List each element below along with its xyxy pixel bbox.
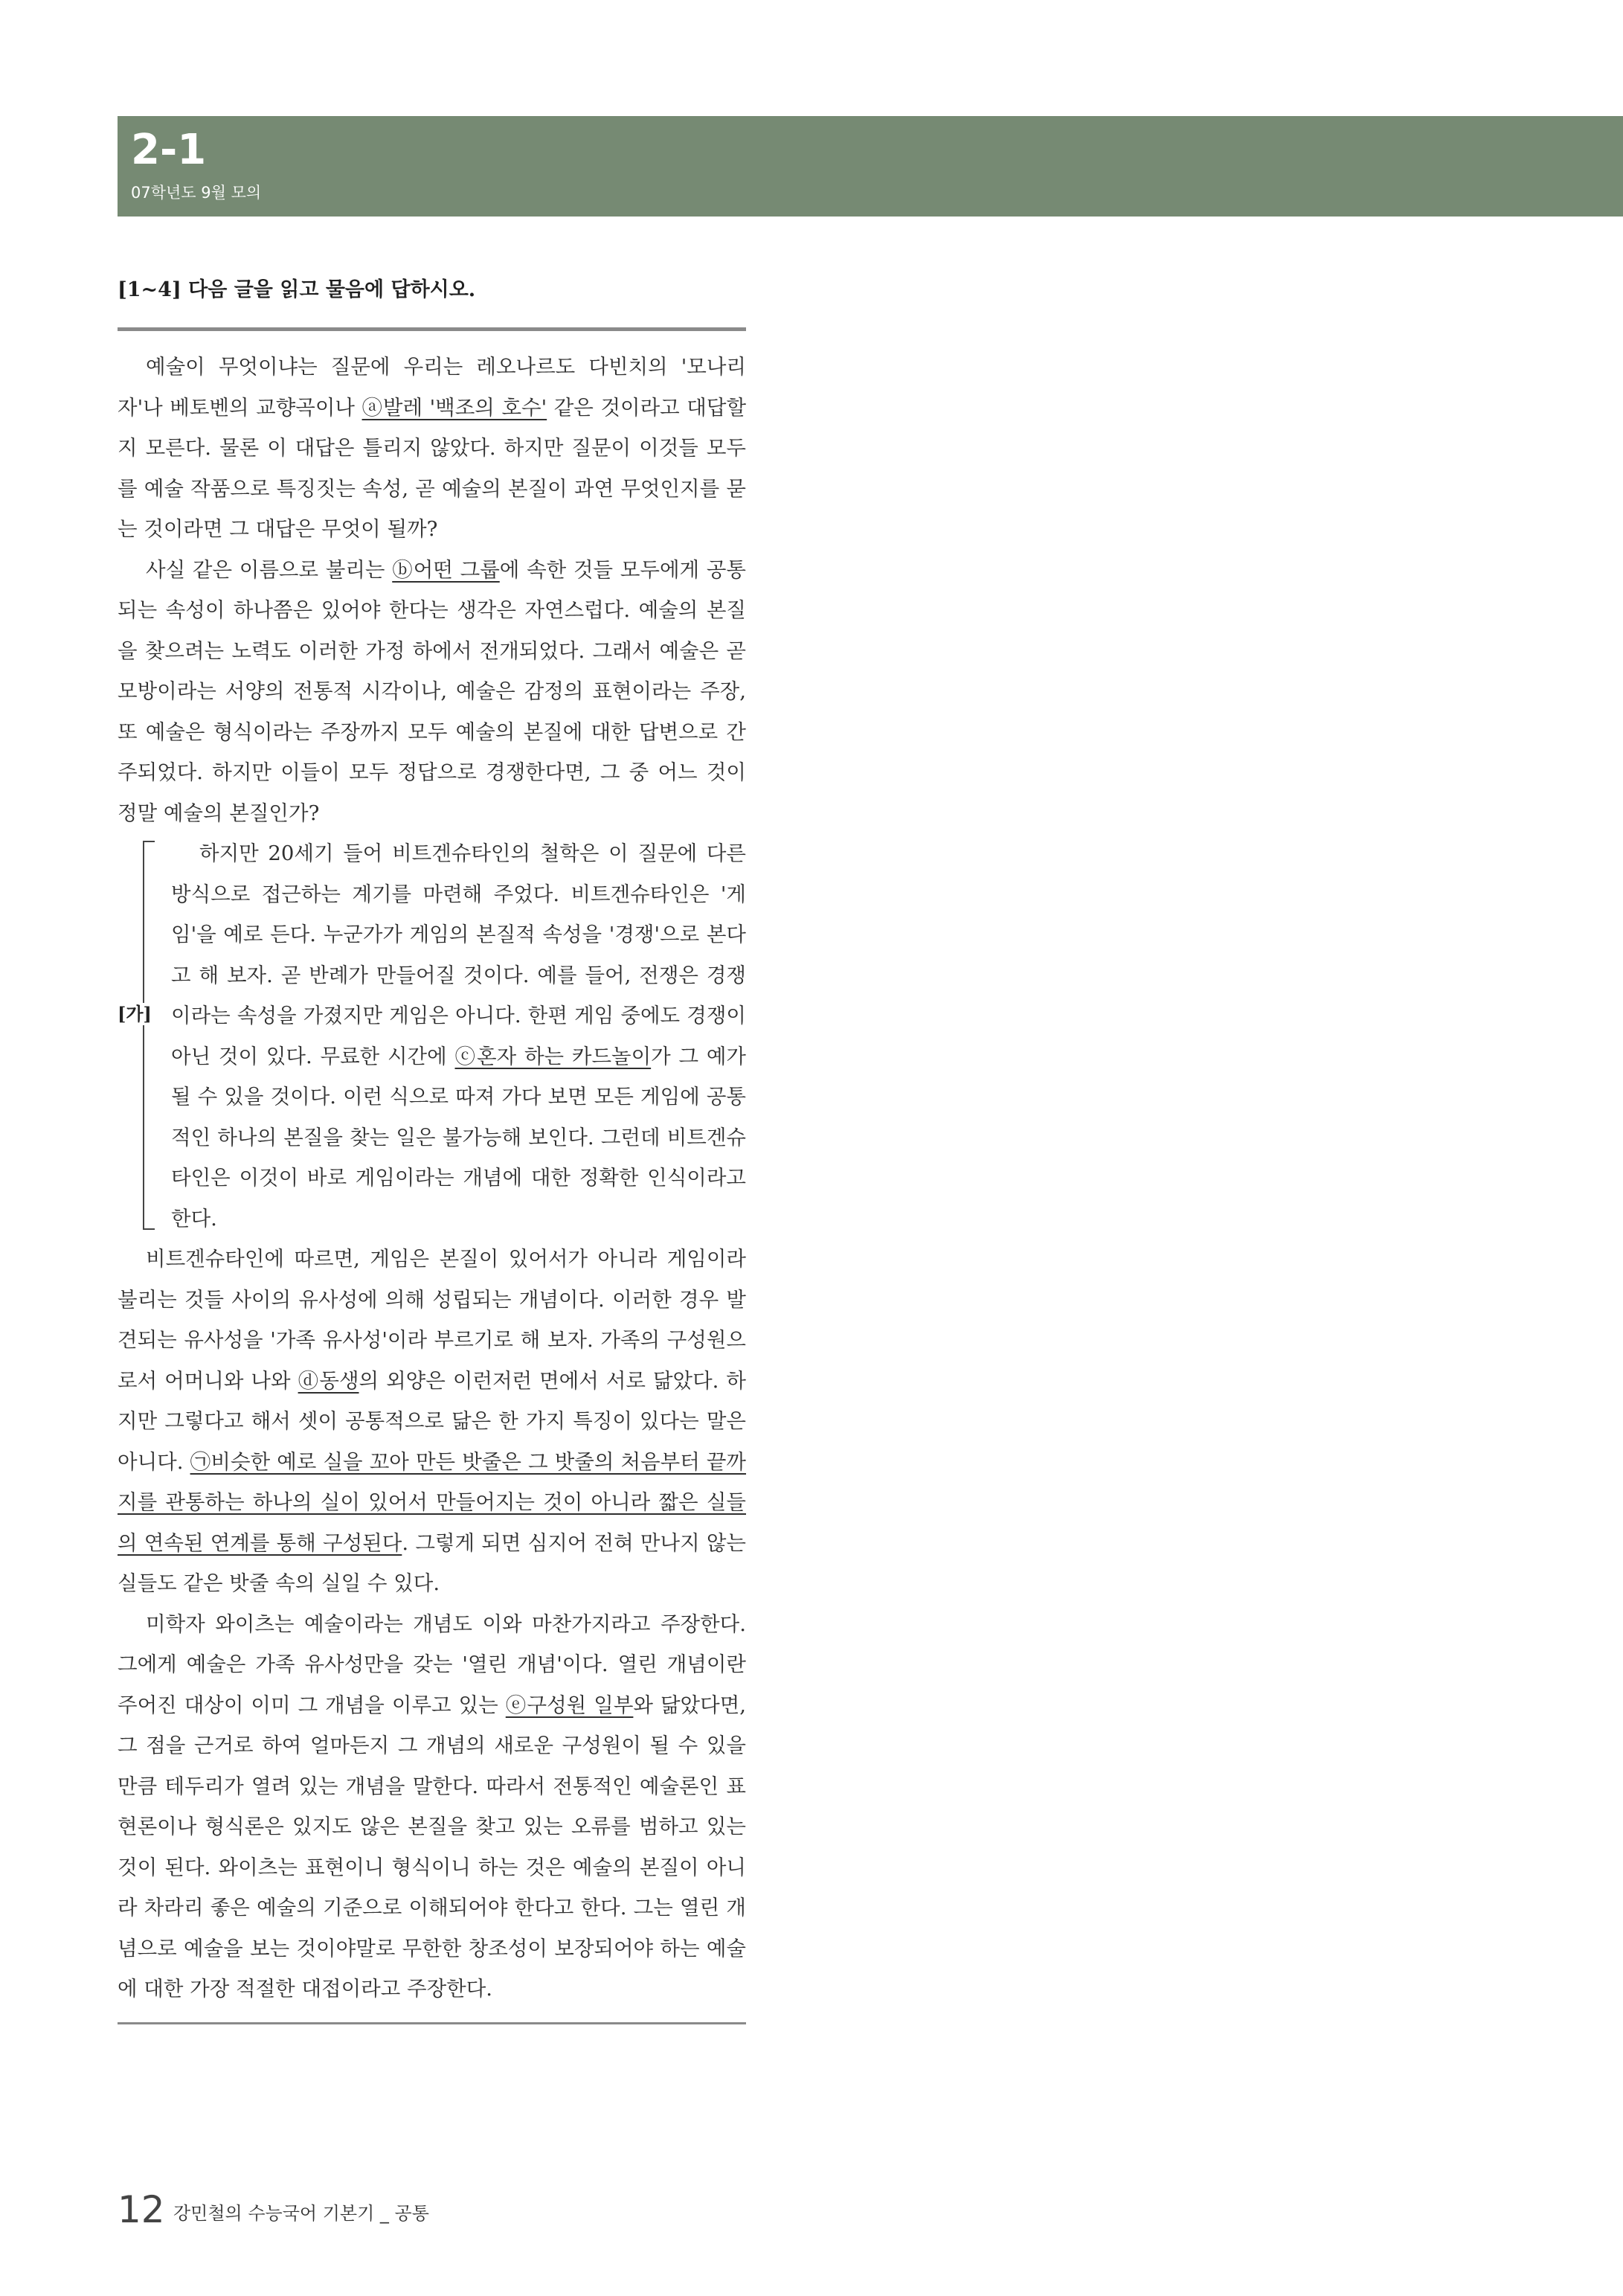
underline-e: ⓔ구성원 일부 bbox=[505, 1693, 634, 1717]
underline-c: ⓒ혼자 하는 카드놀이 bbox=[454, 1044, 652, 1068]
top-divider bbox=[118, 327, 746, 331]
paragraph-1-text-a: 예술이 무엇이냐는 질문에 우리는 레오나르도 다빈치의 '모나리자'나 베토벤의 교향곡이나 bbox=[118, 355, 746, 420]
paragraph-4-text-b: 와 닮았다면, 그 점을 근거로 하여 얼마든지 그 개념의 새로운 구성원이 될 수 있을 만큼 테두리가 열려 있는 개념을 말한다. 따라서 전통적인 예술론인 표현론이나 형식론은 있지도 않은 본질을 찾고 있는 오류를 범하고 있는 것이 된다. 와이츠는 표현이니 형식이니 하는 것은 예술의 본질이 아니라 차라리 좋은 예술의 기준으로 이해되어야 한다고 한다. 그는 열린 개념으로 예술을 보는 것이야말로 무한한 창조성이 보장되어야 하는 예술에 대한 가장 적절한 대접이라고 주장한다. bbox=[118, 1693, 746, 2001]
paragraph-2-text-b: 에 속한 것들 모두에게 공통되는 속성이 하나쯤은 있어야 한다는 생각은 자연스럽다. 예술의 본질을 찾으려는 노력도 이러한 가정 하에서 전개되었다. 그래서 예술은 곧 모방이라는 서양의 전통적 시각이나, 예술은 감정의 표현이라는 주장, 또 예술은 형식이라는 주장까지 모두 예술의 본질에 대한 답변으로 간주되었다. 하지만 이들이 모두 정답으로 경쟁한다면, 그 중 어느 것이 정말 예술의 본질인가? bbox=[118, 557, 746, 825]
underline-b: ⓑ어떤 그룹 bbox=[392, 557, 500, 582]
bottom-divider bbox=[118, 2022, 746, 2024]
reading-passage bbox=[118, 347, 746, 2010]
underline-a: ⓐ발레 '백조의 호수' bbox=[361, 395, 547, 420]
paragraph-3-text-b: 의 외양은 이런저런 면에서 서로 닮았다. 하지만 그렇다고 해서 셋이 공통적으로 닮은 한 가지 특징이 있다는 말은 아니다. bbox=[118, 1368, 746, 1474]
paragraph-4-text-a: 미학자 와이츠는 예술이라는 개념도 이와 마찬가지라고 주장한다. 그에게 예술은 가족 유사성만을 갖는 '열린 개념'이다. 열린 개념이란 주어진 대상이 이미 그 개념을 이루고 있는 bbox=[118, 1612, 746, 1717]
paragraph-2-text-a: 사실 같은 이름으로 불리는 bbox=[146, 557, 393, 582]
question-instruction: [1~4] 다음 글을 읽고 물음에 답하시오. bbox=[118, 278, 476, 301]
paragraph-4 bbox=[118, 1604, 746, 2010]
underline-d: ⓓ동생 bbox=[298, 1368, 359, 1393]
paragraph-ga-text-a: 하지만 20세기 들어 비트겐슈타인의 철학은 이 질문에 다른 방식으로 접근하는 계기를 마련해 주었다. 비트겐슈타인은 '게임'을 예로 든다. 누군가가 게임의 본질적 속성을 '경쟁'으로 본다고 해 보자. 곧 반례가 만들어질 것이다. 예를 들어, 전쟁은 경쟁이라는 속성을 가졌지만 게임은 아니다. 한편 게임 중에도 경쟁이 아닌 것이 있다. 무료한 시간에 bbox=[171, 841, 746, 1068]
paragraph-3 bbox=[118, 1239, 746, 1604]
underline-giyeok: ㉠비슷한 예로 실을 꼬아 만든 밧줄은 그 밧줄의 처음부터 끝까지를 관통하는 하나의 실이 있어서 만들어지는 것이 아니라 짧은 실들의 연속된 연계를 통해 구성된다 bbox=[118, 1449, 747, 1555]
bracket-section-ga bbox=[118, 833, 746, 1239]
paragraph-ga bbox=[171, 833, 746, 1239]
section-source: 07학년도 9월 모의 bbox=[131, 184, 262, 202]
paragraph-1 bbox=[118, 347, 746, 550]
paragraph-1-text-b: 같은 것이라고 대답할지 모른다. 물론 이 대답은 틀리지 않았다. 하지만 질문이 이것들 모두를 예술 작품으로 특징짓는 속성, 곧 예술의 본질이 과연 무엇인지를 묻는 것이라면 그 대답은 무엇이 될까? bbox=[118, 395, 747, 541]
paragraph-2 bbox=[118, 550, 746, 834]
bracket-label: [가] bbox=[118, 1003, 152, 1024]
paragraph-ga-text-b: 가 그 예가 될 수 있을 것이다. 이런 식으로 따져 가다 보면 모든 게임에 공통적인 하나의 본질을 찾는 일은 불가능해 보인다. 그런데 비트겐슈타인은 이것이 바로 게임이라는 개념에 대한 정확한 인식이라고 한다. bbox=[171, 1044, 746, 1231]
section-number: 2-1 bbox=[131, 126, 207, 174]
paragraph-3-text-a: 비트겐슈타인에 따르면, 게임은 본질이 있어서가 아니라 게임이라 불리는 것들 사이의 유사성에 의해 성립되는 개념이다. 이러한 경우 발견되는 유사성을 '가족 유사성'이라 부르기로 해 보자. 가족의 구성원으로서 어머니와 나와 bbox=[118, 1247, 746, 1393]
paragraph-3-text-c: . 그렇게 되면 심지어 전혀 만나지 않는 실들도 같은 밧줄 속의 실일 수 있다. bbox=[118, 1530, 747, 1595]
section-banner bbox=[118, 116, 1623, 217]
bracket-line bbox=[143, 841, 155, 1230]
page-number: 12 bbox=[118, 2188, 165, 2231]
book-title: 강민철의 수능국어 기본기 _ 공통 bbox=[173, 2203, 429, 2224]
